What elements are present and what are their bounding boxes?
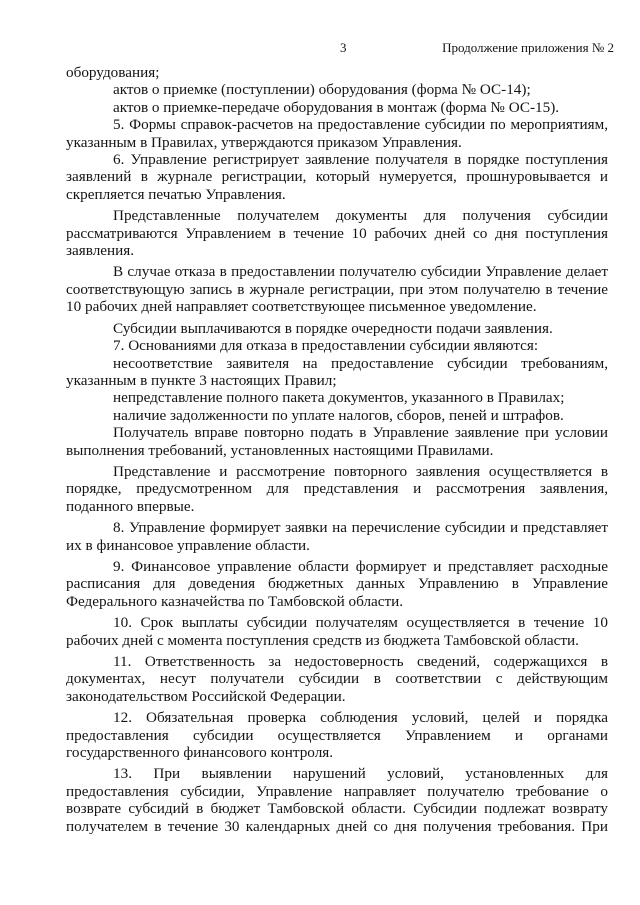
paragraph: Получатель вправе повторно подать в Управление заявление при условии выполнения требований, установленных настоящими Правилами. (66, 424, 608, 459)
paragraph: непредставление полного пакета документов, указанного в Правилах; (113, 389, 565, 407)
paragraph: В случае отказа в предоставлении получателю субсидии Управление делает соответствующую запись в журнале регистрации, при этом получателю в течение 10 рабочих дней направляет соответствующее письменное уведомление. (66, 263, 608, 316)
paragraph: несоответствие заявителя на предоставление субсидии требованиям, указанным в пункте 3 настоящих Правил; (66, 354, 608, 389)
paragraph: 12. Обязательная проверка соблюдения условий, целей и порядка предоставления субсидии осуществляется Управлением и органами государственного финансового контроля. (66, 709, 608, 762)
paragraph: 8. Управление формирует заявки на перечисление субсидии и представляет их в финансовое управление области. (66, 519, 608, 554)
document-body (66, 64, 608, 835)
paragraph: оборудования; (66, 64, 160, 81)
paragraph: Представление и рассмотрение повторного заявления осуществляется в порядке, предусмотренном для представления и рассмотрения заявления, поданного впервые. (66, 462, 608, 515)
paragraph: актов о приемке-передаче оборудования в монтаж (форма № ОС-15). (113, 98, 560, 116)
paragraph: 13. При выявлении нарушений условий, установленных для предоставления субсидии, Управление направляет получателю требование о возврате субсидий в бюджет Тамбовской области. Субсидии подлежат возврату получателем в течение 30 календарных дней со дня получения требования. При (66, 765, 608, 835)
paragraph: 5. Формы справок-расчетов на предоставление субсидии по мероприятиям, указанным в Правилах, утверждаются приказом Управления. (66, 116, 608, 151)
paragraph: 11. Ответственность за недостоверность сведений, содержащихся в документах, несут получатели субсидии в соответствии с действующим законодательством Российской Федерации. (66, 653, 608, 705)
paragraph: актов о приемке (поступлении) оборудования (форма № ОС-14); (113, 81, 531, 99)
paragraph: 7. Основаниями для отказа в предоставлении субсидии являются: (113, 337, 539, 355)
continuation-header: Продолжение приложения № 2 (442, 40, 614, 55)
paragraph: наличие задолженности по уплате налогов, сборов, пеней и штрафов. (113, 406, 564, 424)
paragraph: 6. Управление регистрирует заявление получателя в порядке поступления заявлений в журнале регистрации, который нумеруется, прошнуровывается и скрепляется печатью Управления. (66, 151, 608, 203)
paragraph: Субсидии выплачиваются в порядке очередности подачи заявления. (113, 319, 553, 337)
page-number: 3 (340, 40, 347, 55)
paragraph: Представленные получателем документы для получения субсидии рассматриваются Управлением в течение 10 рабочих дней со дня поступления заявления. (66, 207, 608, 260)
paragraph: 10. Срок выплаты субсидии получателям осуществляется в течение 10 рабочих дней с момента поступления средств из бюджета Тамбовской области. (66, 614, 608, 649)
paragraph: 9. Финансовое управление области формирует и представляет расходные расписания для доведения бюджетных данных Управлению в Управление Федерального казначейства по Тамбовской области. (66, 557, 608, 610)
